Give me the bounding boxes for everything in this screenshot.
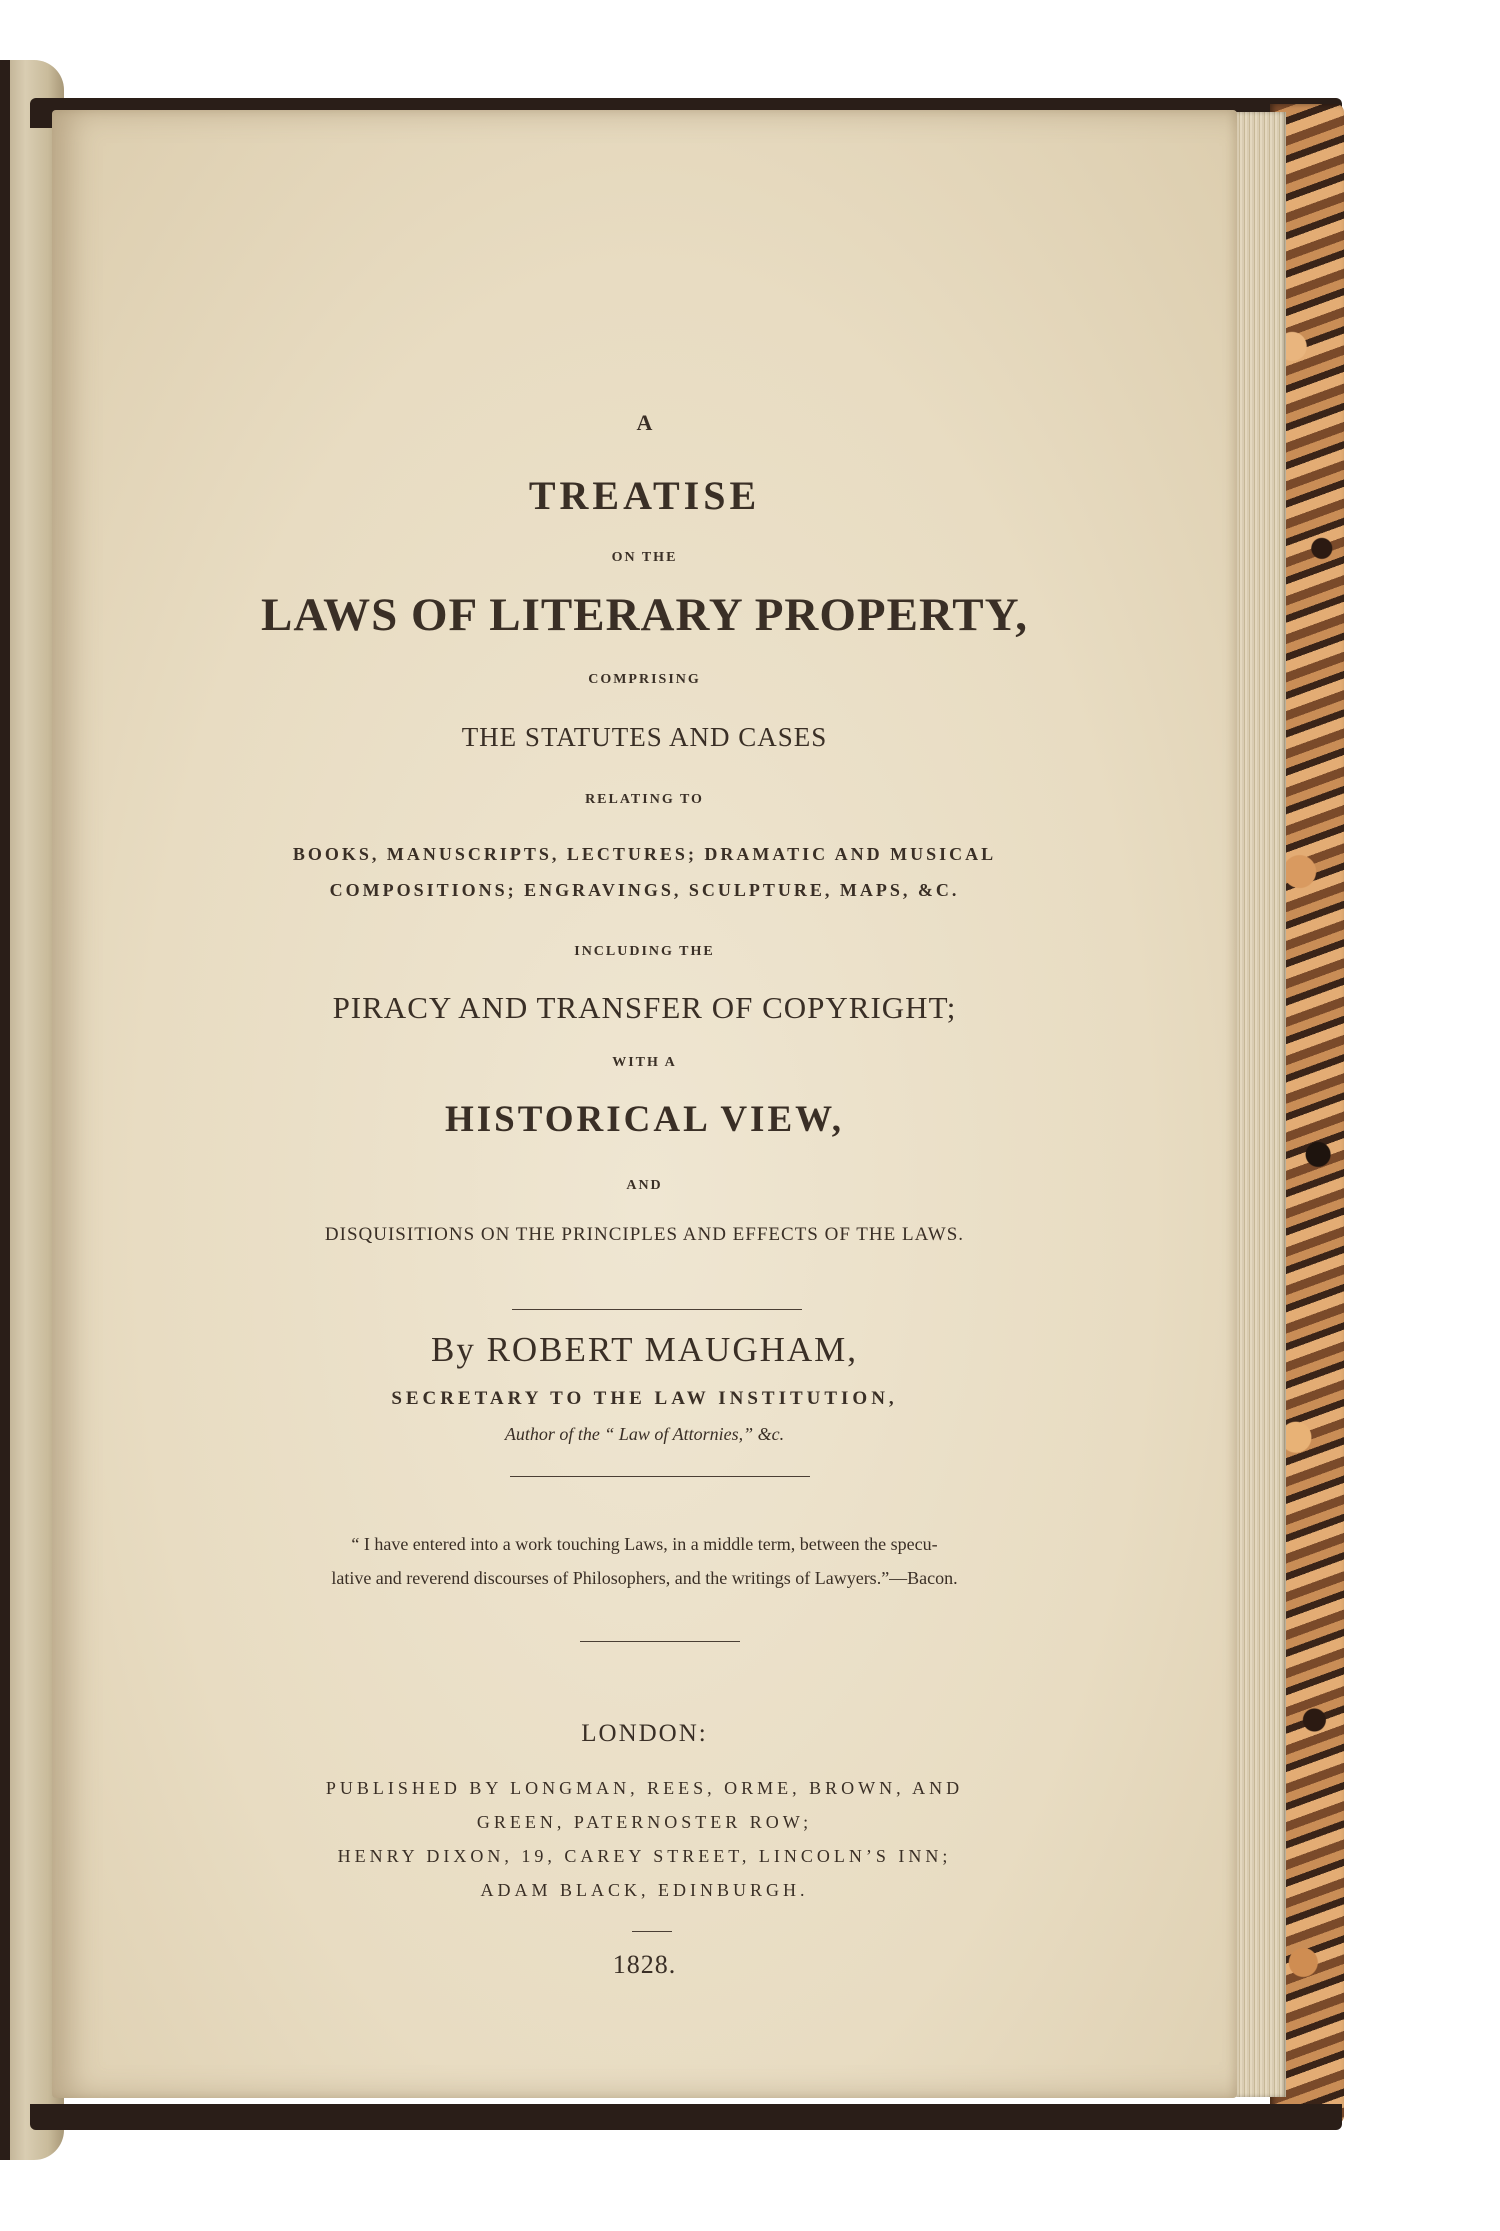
epigraph-line-1: “ I have entered into a work touching Laws, in a middle term, between the specu-	[351, 1534, 938, 1554]
author-other-work: Author of the “ Law of Attornies,” &c.	[504, 1424, 785, 1444]
title-historical-view: HISTORICAL VIEW,	[445, 1099, 844, 1140]
title-article: A	[636, 410, 653, 435]
title-disquisitions: DISQUISITIONS ON THE PRINCIPLES AND EFFECTS OF THE LAWS.	[324, 1224, 965, 1245]
title-relating-to: RELATING TO	[585, 792, 704, 807]
divider-rule	[632, 1931, 672, 1932]
imprint-year: 1828.	[612, 1950, 677, 1979]
publisher-line-1: PUBLISHED BY LONGMAN, REES, ORME, BROWN, AND	[325, 1778, 964, 1798]
publisher-line-4: ADAM BLACK, EDINBURGH.	[480, 1880, 809, 1900]
publisher-line-3: HENRY DIXON, 19, CAREY STREET, LINCOLN’S INN;	[337, 1846, 952, 1866]
publisher-line-2: GREEN, PATERNOSTER ROW;	[476, 1812, 813, 1832]
author-position: SECRETARY TO THE LAW INSTITUTION,	[391, 1388, 898, 1409]
subjects-line-2: COMPOSITIONS; ENGRAVINGS, SCULPTURE, MAPS, &C.	[329, 880, 960, 900]
title-treatise: TREATISE	[528, 473, 761, 518]
title-including-the: INCLUDING THE	[574, 944, 715, 959]
title-on-the: ON THE	[611, 550, 678, 565]
book-spine	[0, 60, 10, 2160]
title-statutes: THE STATUTES AND CASES	[461, 722, 828, 752]
main-title: LAWS OF LITERARY PROPERTY,	[261, 589, 1028, 641]
epigraph-line-2: lative and reverend discourses of Philosophers, and the writings of Lawyers.”—Bacon.	[331, 1568, 958, 1588]
divider-rule	[512, 1309, 802, 1310]
page-fore-edge	[1232, 112, 1286, 2097]
title-with-a: WITH A	[612, 1055, 677, 1070]
title-page	[52, 110, 1237, 2098]
title-comprising: COMPRISING	[588, 672, 701, 687]
imprint-place: LONDON:	[581, 1720, 708, 1747]
subjects-line-1: BOOKS, MANUSCRIPTS, LECTURES; DRAMATIC AND MUSICAL	[292, 844, 997, 864]
binding-bottom-edge	[30, 2104, 1342, 2130]
title-piracy: PIRACY AND TRANSFER OF COPYRIGHT;	[332, 990, 957, 1025]
divider-rule	[510, 1476, 810, 1477]
divider-rule	[580, 1641, 740, 1642]
byline: By ROBERT MAUGHAM,	[430, 1330, 859, 1369]
title-and: AND	[626, 1178, 663, 1193]
